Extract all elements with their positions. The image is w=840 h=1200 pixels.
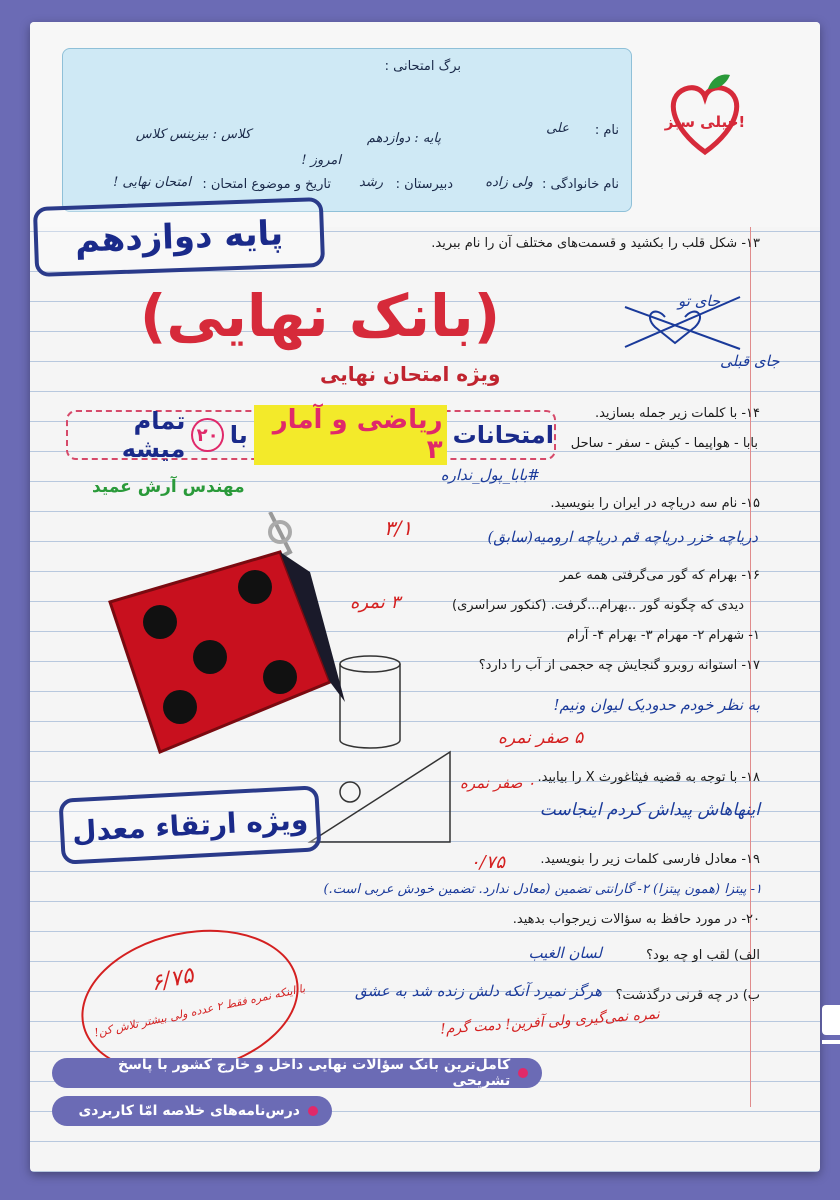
question-20-a: الف) لقب او چه بود؟ [646,948,760,963]
q15-answer: دریاچه خزر دریاچه قم دریاچه ارومیه(سابق) [487,528,758,546]
question-20: ۲۰- در مورد حافظ به سؤالات زیرجواب بدهید. [512,912,760,927]
name-label: نام : [594,123,619,138]
today-label: امروز ! [301,153,341,168]
feature-text-1: کامل‌ترین بانک سؤالات نهایی داخل و خارج کشور با پاسخ تشریحی [117,1057,511,1089]
exam-info-box [62,48,632,212]
q19-answer: ۱- پیتزا (همون پیتزا) ۲- گارانتی تضمین (معادل ندارد. تضمین خودش عربی است.) [323,882,762,897]
q17-mark: ۵ صفر نمره [498,728,584,748]
grade-label: پایه : دوازدهم [366,131,441,146]
gpa-badge [58,785,321,865]
author-name: مهندس آرش عمید [92,477,245,497]
dice-keychain-icon [90,512,360,782]
question-19: ۱۹- معادل فارسی کلمات زیر را بنویسید. [540,852,760,867]
main-title: (بانک نهایی) [139,282,501,350]
feature-pill-1 [52,1058,542,1088]
info-heading: برگ امتحانی : [384,59,461,74]
question-16: ۱۶- بهرام که گور می‌گرفتی همه عمر [559,568,760,583]
q14-answer: #بابا_پول_نداره [440,466,540,484]
question-15: ۱۵- نام سه دریاچه در ایران را بنویسید. [550,496,760,511]
question-14: ۱۴- با کلمات زیر جمله بسازید. [594,406,760,421]
question-16-options: ۱- شهرام ۲- مهرام ۳- بهرام ۴- آرام [566,628,760,643]
bullet-icon [308,1106,318,1116]
q20-b-answer: هرگز نمیرد آنکه دلش زنده شد به عشق [354,982,602,1000]
gpa-badge-text: ویژه ارتقاء معدل [71,802,309,848]
main-subtitle: ویژه امتحان نهایی [320,362,501,386]
exams-word-2: با [229,421,248,449]
grade-score: ۶/۷۵ [148,962,196,997]
question-17: ۱۷- استوانه روبرو گنجایش چه حجمی از آب را دارد؟ [478,658,760,673]
grade-badge-text: پایه دوازدهم [74,213,284,261]
family-label: نام خانوادگی : [541,177,619,192]
heart-drawing-icon [615,277,755,357]
question-14-words: بابا - هواپیما - کیش - سفر - ساحل [570,436,758,451]
question-18: ۱۸- با توجه به قضیه فیثاغورث X را بیابید. [537,770,760,785]
exams-score: ۲۰ [191,418,223,452]
question-20-b: ب) در چه قرنی درگذشت؟ [615,988,760,1003]
question-13: ۱۳- شکل قلب را بکشید و قسمت‌های مختلف آن را نام ببرید. [431,236,760,251]
date-value: امتحان نهایی ! [113,175,191,190]
grade-badge [33,197,325,277]
q17-answer: به نظر خودم حدودیک لیوان ونیم! [553,696,760,714]
apple-heart-icon [660,67,750,157]
q20-a-answer: لسان الغیب [528,944,602,962]
q18-answer: اینهاهاش پیداش کردم اینجاست [539,800,760,820]
feature-text-2: درس‌نامه‌های خلاصه امّا کاربردی [78,1103,300,1119]
page-tab [822,1005,840,1035]
q16-mark: ۳ نمره [350,592,401,613]
q13-answer-2: جای قبلی [720,352,780,370]
class-label: کلاس : بیزینس کلاس [135,127,251,142]
school-label: دبیرستان : [395,177,453,192]
family-value: ولی زاده [485,175,533,190]
feature-pill-2 [52,1096,332,1126]
exams-subject: ریاضی و آمار ۳ [254,405,447,465]
q15-mark: ۳/۱ [384,516,413,540]
exams-word-3: تمام میشه [121,407,186,463]
q19-mark: ۰/۷۵ [470,852,506,873]
question-16-b: دیدی که چگونه گور ..بهرام...گرفت. (کنکور سراسری) [452,598,744,613]
q20-note: نمره نمی‌گیری ولی آفرین! دمت گرم! [439,1006,661,1038]
name-value: علی [546,121,569,136]
page-tab-line [822,1040,840,1044]
exams-banner [66,405,556,465]
q13-answer-1: جای تو [678,292,721,310]
school-value: رشد [359,175,383,190]
exam-paper [30,22,820,1172]
q18-mark: ۰ صفر نمره [460,774,536,792]
bullet-icon [518,1068,528,1078]
date-label: تاریخ و موضوع امتحان : [202,177,331,192]
grade-note: با اینکه نمره فقط ۲ عدده ولی بیشتر تلاش کن! [93,981,307,1040]
logo-text: خیلی سبز! [664,113,746,131]
exams-word-1: امتحانات [452,421,554,449]
